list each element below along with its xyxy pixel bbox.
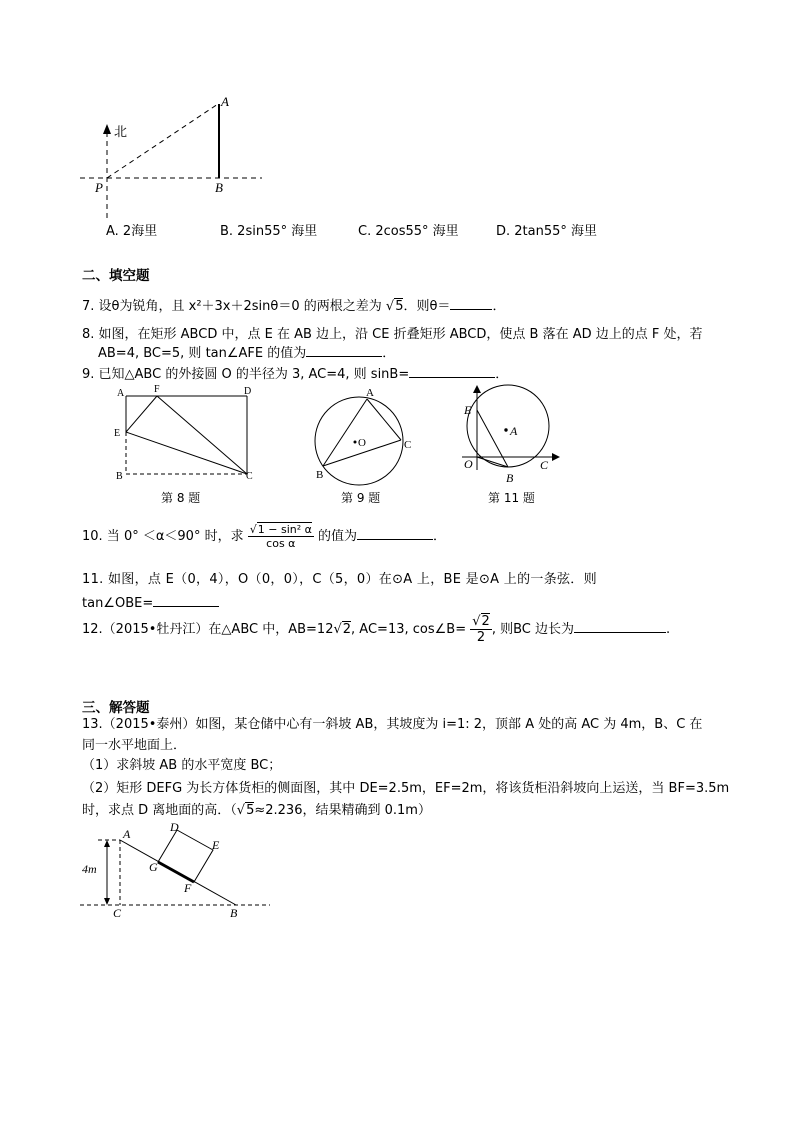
- question-13-line3: （1）求斜坡 AB 的水平宽度 BC；: [82, 758, 282, 773]
- option-c: C. 2cos55° 海里: [358, 224, 459, 239]
- fig8-caption: 第 8 题: [161, 491, 201, 505]
- question-8-line1: 8. 如图，在矩形 ABCD 中，点 E 在 AB 边上，沿 CE 折叠矩形 ABCD，使点 B 落在 AD 边上的点 F 处，若: [82, 327, 703, 342]
- fig8-label-C: C: [246, 471, 253, 482]
- question-8-line2: AB=4, BC=5, 则 tan∠AFE 的值为 ．: [98, 343, 395, 363]
- fig11-caption: 第 11 题: [488, 491, 535, 505]
- question-13-line4: （2）矩形 DEFG 为长方体货柜的侧面图，其中 DE=2.5m，EF=2m，将该货柜沿斜坡向上运送，当 BF=3.5m: [82, 781, 730, 796]
- question-7: 7. 设θ为锐角，且 x²＋3x＋2sinθ＝0 的两根之差为 √5．则θ＝ ．: [82, 296, 505, 316]
- fig9-label-O: O: [358, 437, 366, 449]
- question-11-line2: tan∠OBE=: [82, 593, 219, 613]
- fig13-label-F: F: [184, 881, 192, 895]
- fig11-label-A: A: [510, 424, 518, 438]
- fig9-caption: 第 9 题: [341, 491, 381, 505]
- fig11-label-B: B: [506, 471, 514, 485]
- fig13-label-E: E: [212, 838, 220, 852]
- fig13-label-h: 4m: [82, 862, 97, 876]
- label-A: A: [221, 94, 229, 109]
- fig8-label-F: F: [154, 384, 160, 395]
- fig9-label-A: A: [366, 387, 374, 399]
- question-13-line2: 同一水平地面上．: [82, 738, 187, 753]
- section-2-title: 二、填空题: [82, 268, 150, 284]
- fig8-label-D: D: [244, 386, 252, 397]
- question-13-line1: 13.（2015•泰州）如图，某仓储中心有一斜坡 AB，其坡度为 i=1: 2，顶部 A 处的高 AC 为 4m，B、C 在: [82, 717, 703, 732]
- fig11-label-E: E: [464, 403, 472, 417]
- figure-13: [0, 820, 300, 930]
- fig13-label-G: G: [149, 860, 158, 874]
- section-3-title: 三、解答题: [82, 700, 150, 716]
- option-a: A. 2海里: [106, 224, 158, 239]
- question-13-line5: 时，求点 D 离地面的高．（√5≈2.236，结果精确到 0.1m）: [82, 803, 431, 818]
- fig11-label-C: C: [540, 458, 549, 472]
- option-d: D. 2tan55° 海里: [496, 224, 598, 239]
- question-9: 9. 已知△ABC 的外接圆 O 的半径为 3, AC=4, 则 sinB= ．: [82, 364, 508, 384]
- label-north: 北: [114, 124, 128, 139]
- fig8-label-B: B: [116, 471, 123, 482]
- fig13-label-A: A: [123, 827, 131, 841]
- fig9-label-B: B: [316, 469, 324, 481]
- label-P: P: [95, 180, 103, 195]
- question-10: 10. 当 0° ＜α＜90° 时，求 $\frac{\text{√1 − sin² α}}{\text{cos α}}$ 的值为 ．: [82, 523, 447, 550]
- question-11-line1: 11. 如图，点 E（0，4），O（0，0），C（5，0）在⊙A 上，BE 是⊙A 上的一条弦．则: [82, 572, 597, 587]
- fig13-label-B: B: [230, 906, 238, 920]
- fig13-label-C: C: [113, 906, 122, 920]
- fig11-label-O: O: [464, 457, 473, 471]
- figure-bearing: [0, 0, 794, 240]
- question-12: 12.（2015•牡丹江）在△ABC 中，AB=12√2, AC=13, cos∠B= $\frac{√2}{2}$ , 则BC 边长为 .: [82, 614, 671, 645]
- fig8-label-A: A: [117, 388, 125, 399]
- fig9-label-C: C: [404, 439, 412, 451]
- option-b: B. 2sin55° 海里: [220, 224, 318, 239]
- fig13-label-D: D: [170, 820, 179, 834]
- fig8-label-E: E: [114, 428, 121, 439]
- label-B: B: [215, 180, 223, 195]
